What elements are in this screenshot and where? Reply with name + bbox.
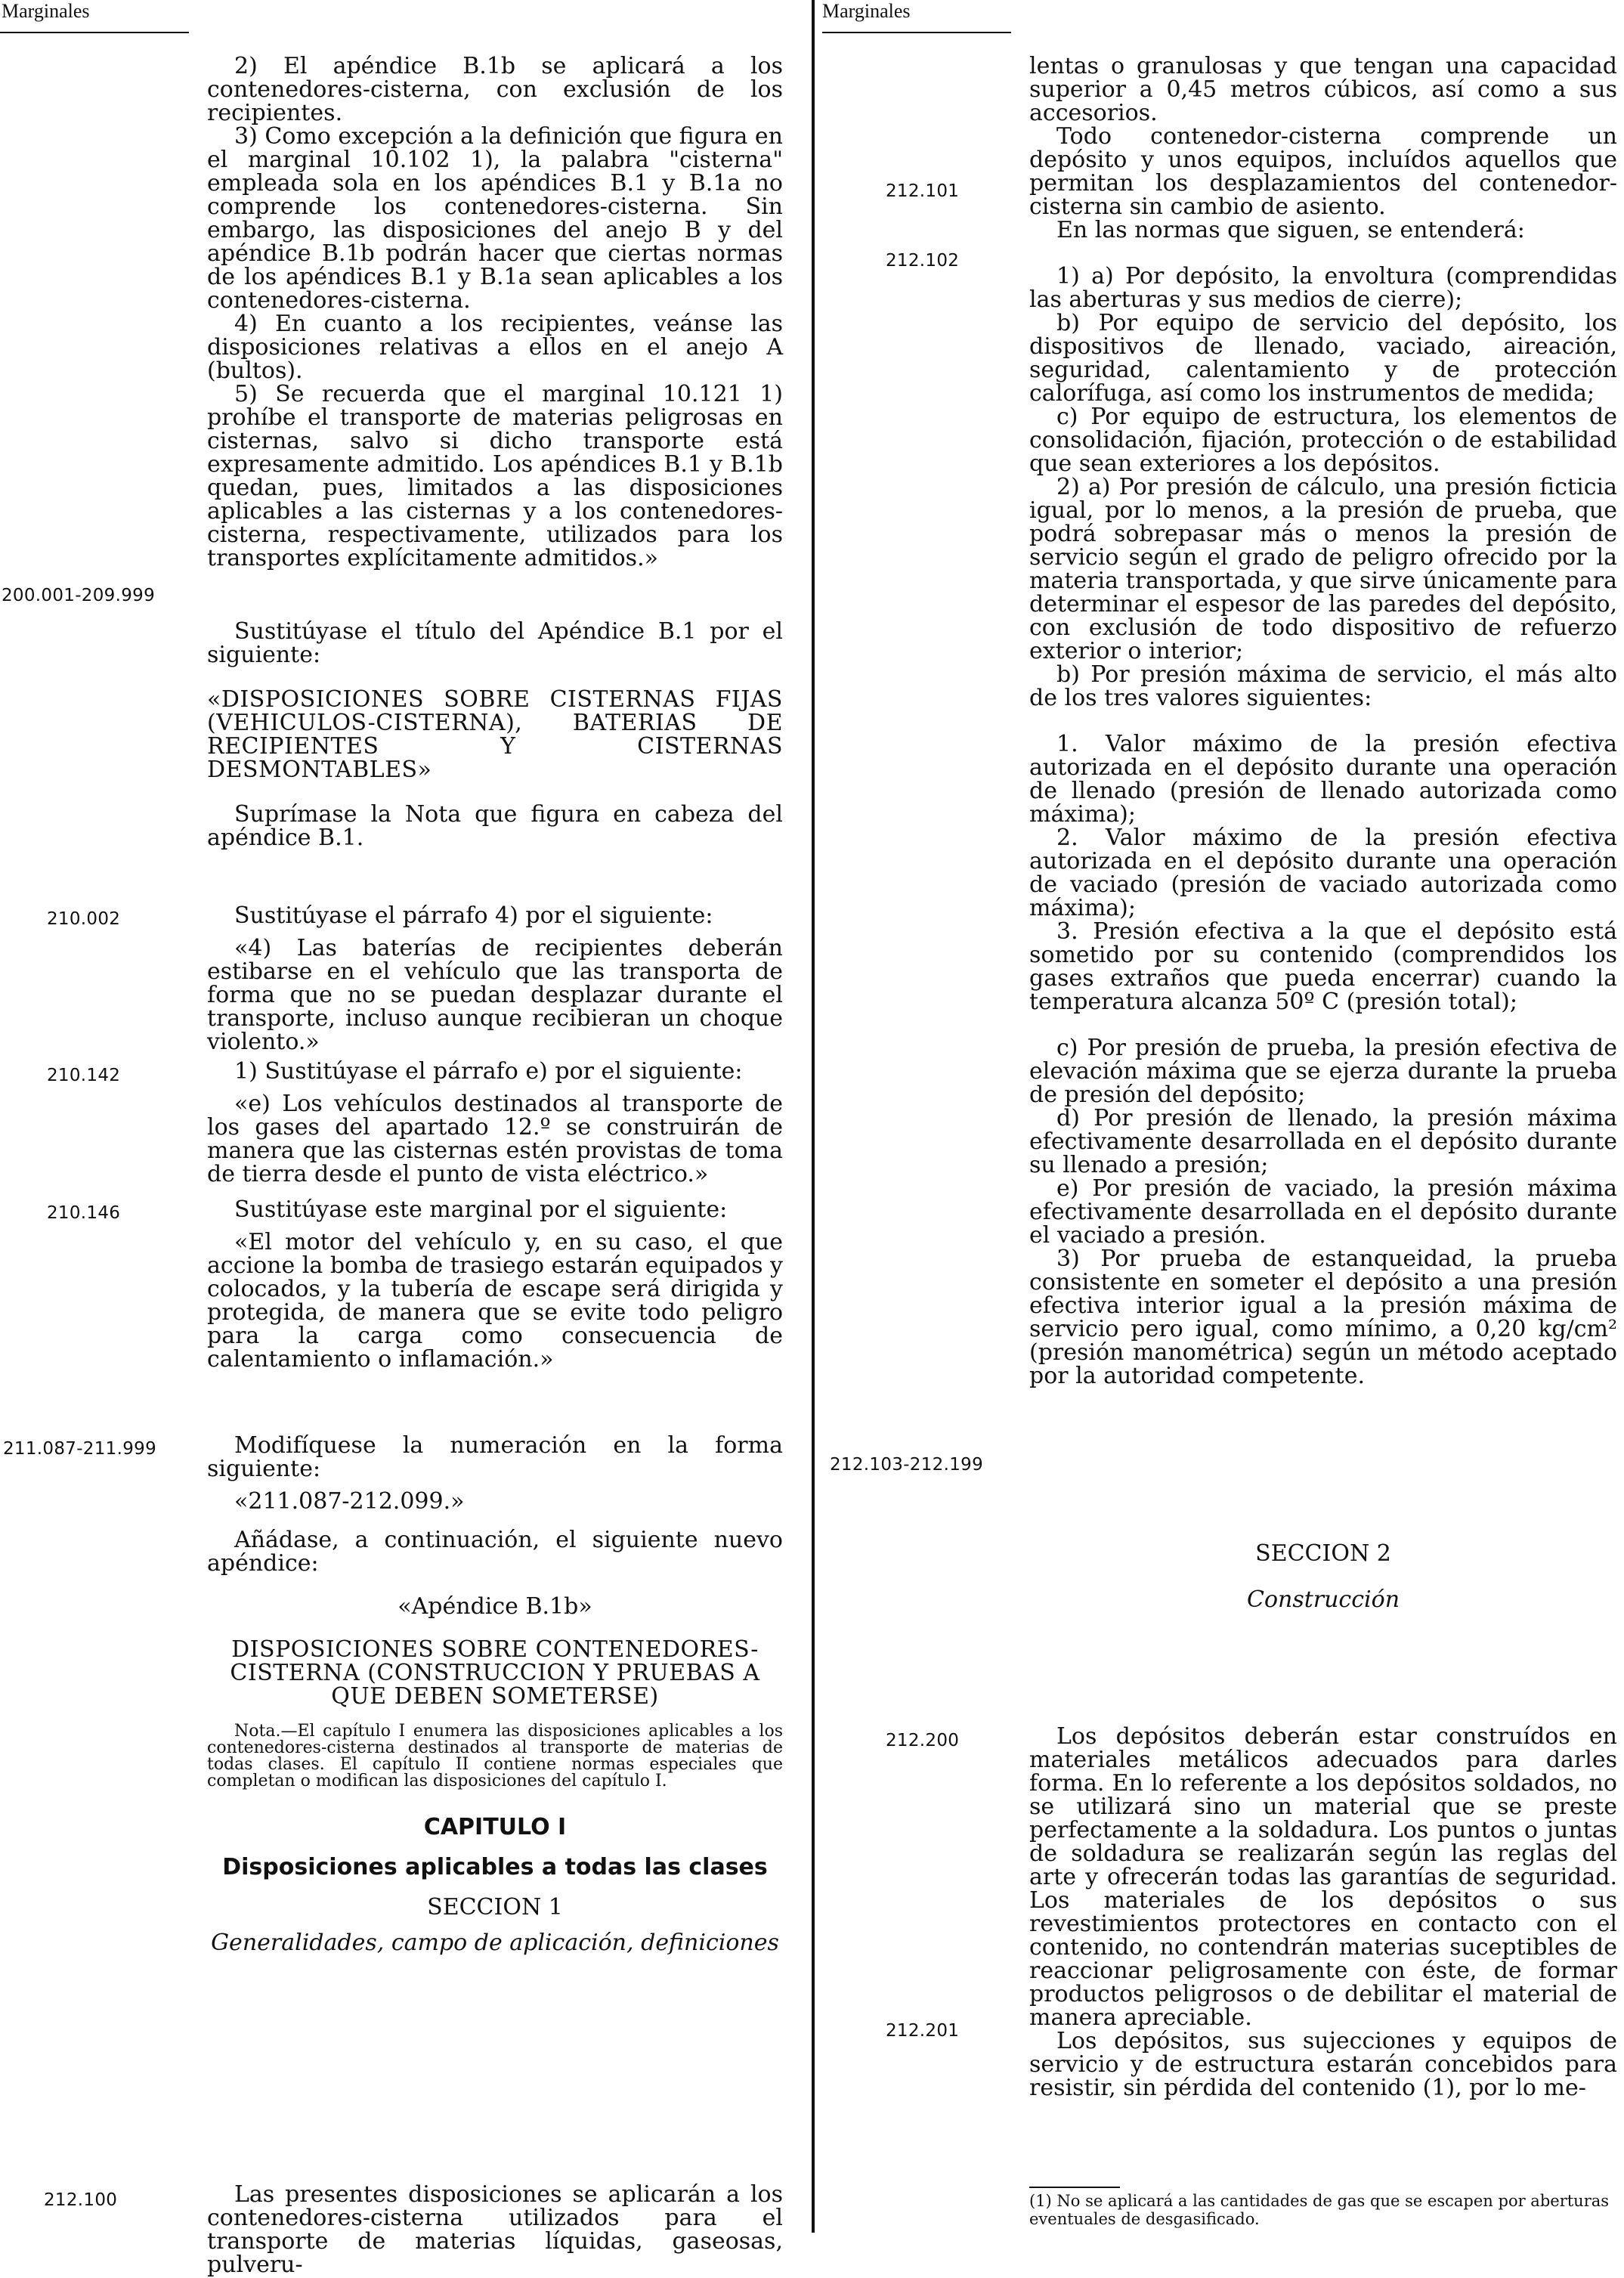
paragraph: 1. Valor máximo de la presión efectiva autorizada en el depósito durante una operación de llenado (presión de llenado autorizada como máxima);: [1029, 731, 1617, 828]
footnote-rule: [1029, 2187, 1120, 2188]
paragraph: Sustitúyase el párrafo 4) por el siguiente:: [234, 902, 713, 929]
chapter-title: CAPITULO I: [423, 1814, 567, 1840]
marginal-210-146-text: [207, 1198, 783, 1371]
paragraph: Las presentes disposiciones se aplicarán a los contenedores-cisterna utilizados para el transporte de materias líquidas, gaseosas, pulveru-: [207, 2181, 783, 2278]
paragraph: 5) Se recuerda que el marginal 10.121 1) prohíbe el transporte de materias peligrosas en cisternas, salvo si dicho transporte está expresamente admitido. Los apéndices B.1 y B.1b quedan, pues, limitados a las disposiciones aplicables a las cisternas y a los contenedores-cisterna, respectivamente, utilizados para los transportes explícitamente admitidos.»: [207, 381, 783, 571]
marginal-number: 212.200: [886, 1731, 960, 1750]
left-column-top: [207, 54, 783, 570]
note: Nota.—El capítulo I enumera las disposiciones aplicables a los contenedores-cisterna destinados al transporte de materias de todas clases. El capítulo II contiene normas especiales que completan o modifican las disposiciones del capítulo I.: [207, 1722, 783, 1791]
paragraph: Los depósitos, sus sujecciones y equipos de servicio y de estructura estarán concebidos para resistir, sin pérdida del contenido (1), por lo me-: [1029, 2028, 1617, 2101]
appendix-title: «Apéndice B.1b»: [397, 1593, 592, 1620]
paragraph: Sustitúyase el título del Apéndice B.1 por el siguiente:: [207, 618, 783, 668]
marginal-number: 212.103-212.199: [830, 1455, 984, 1475]
section-subtitle: Generalidades, campo de aplicación, definiciones: [211, 1930, 779, 1956]
paragraph: lentas o granulosas y que tengan una capacidad superior a 0,45 metros cúbicos, así como a sus accesorios.: [1029, 53, 1617, 126]
left-column-amendments: [207, 620, 783, 850]
paragraph: 3. Presión efectiva a la que el depósito está sometido por su contenido (comprendidos los gases extraños que pueda encerrar) cuando la temperatura alcanza 50º C (presión total);: [1029, 918, 1617, 1015]
paragraph: Suprímase la Nota que figura en cabeza del apéndice B.1.: [207, 801, 783, 851]
paragraph: 3) Por prueba de estanqueidad, la prueba consistente en someter el depósito a una presión efectiva interior igual a la presión máxima de servicio pero igual, como mínimo, a 0,20 kg/cm² (presión manométrica) según un método aceptado por la autoridad competente.: [1029, 1246, 1617, 1389]
paragraph: c) Por presión de prueba, la presión efectiva de elevación máxima que se ejerza durante la prueba de presión del depósito;: [1029, 1035, 1617, 1108]
paragraph: c) Por equipo de estructura, los elementos de consolidación, fijación, protección o de estabilidad que sean exteriores a los depósitos.: [1029, 404, 1617, 477]
paragraph: Añádase, a continuación, el siguiente nuevo apéndice:: [207, 1527, 783, 1577]
paragraph: Sustitúyase este marginal por el siguiente:: [234, 1196, 728, 1223]
marginal-210-142-text: [207, 1060, 783, 1186]
marginal-number: 212.101: [886, 181, 960, 201]
footnote: (1) No se aplicará a las cantidades de gas que se escapen por aberturas eventuales de desgasificado.: [1029, 2192, 1610, 2228]
paragraph: 1) a) Por depósito, la envoltura (comprendidas las aberturas y sus medios de cierre);: [1029, 263, 1617, 313]
left-header: Marginales: [2, 0, 90, 22]
section-title: SECCION 2: [1255, 1540, 1391, 1567]
right-header-rule: [822, 32, 1011, 33]
right-header: Marginales: [822, 0, 911, 22]
paragraph: 4) En cuanto a los recipientes, veánse las disposiciones relativas a ellos en el anejo A (bultos).: [207, 311, 783, 384]
paragraph: «211.087-212.099.»: [234, 1488, 465, 1515]
marginal-number: 212.201: [886, 2021, 960, 2041]
left-header-rule: [0, 32, 189, 33]
section-2-heading: [1029, 1542, 1617, 1611]
marginal-number: 210.142: [47, 1066, 121, 1085]
paragraph: 3) Como excepción a la definición que figura en el marginal 10.102 1), la palabra "cisterna" empleada sola en los apéndices B.1 y B.1a no comprende los contenedores-cisterna. Sin embargo, las disposiciones del anejo B y del apéndice B.1b podrán hacer que ciertas normas de los apéndices B.1 y B.1a sean aplicables a los contenedores-cisterna.: [207, 123, 783, 314]
paragraph: Modifíquese la numeración en la forma siguiente:: [207, 1432, 783, 1482]
marginal-number: 210.002: [47, 909, 121, 929]
paragraph: 2) El apéndice B.1b se aplicará a los contenedores-cisterna, con exclusión de los recipientes.: [207, 53, 783, 126]
marginal-number: 210.146: [47, 1203, 121, 1223]
paragraph: «e) Los vehículos destinados al transporte de los gases del apartado 12.º se construirán de manera que las cisternas estén provistas de toma de tierra desde el punto de vista eléctrico.»: [207, 1091, 783, 1187]
marginal-212-200-text: [1029, 1725, 1617, 2100]
paragraph: 1) Sustitúyase el párrafo e) por el siguiente:: [234, 1058, 743, 1085]
paragraph: b) Por presión máxima de servicio, el más alto de los tres valores siguientes:: [1029, 661, 1617, 711]
appendix-heading: DISPOSICIONES SOBRE CONTENEDORES-CISTERNA (CONSTRUCCION Y PRUEBAS A QUE DEBEN SOMETERSE): [230, 1636, 760, 1710]
right-column-top: [1029, 54, 1617, 1388]
marginal-number: 200.001-209.999: [2, 586, 156, 605]
marginal-212-100-text: [207, 2183, 783, 2276]
chapter-subtitle: Disposiciones aplicables a todas las clases: [222, 1854, 768, 1880]
paragraph: 2) a) Por presión de cálculo, una presión ficticia igual, por lo menos, a la presión de prueba, que podrá sobrepasar más o menos la presión de servicio según el grado de peligro ofrecido por la materia transportada, y que sirve únicamente para determinar el espesor de las paredes del depósito, con exclusión de todo dispositivo de refuerzo exterior o interior;: [1029, 474, 1617, 664]
marginal-number: 212.100: [44, 2190, 118, 2210]
paragraph: Todo contenedor-cisterna comprende un depósito y unos equipos, incluídos aquellos que permitan los desplazamientos del contenedor-cisterna sin cambio de asiento.: [1029, 123, 1617, 220]
marginal-211-087-text: [207, 1434, 783, 1955]
paragraph: En las normas que siguen, se entenderá:: [1056, 217, 1525, 243]
paragraph: Los depósitos deberán estar construídos en materiales metálicos adecuados para darles forma. En lo referente a los depósitos soldados, no se utilizará sino un material que se preste perfectamente a la soldadura. Los puntos o juntas de soldadura se realizarán según las reglas del arte y ofrecerán todas las garantías de seguridad. Los materiales de los depósitos o sus revestimientos protectores en contacto con el contenido, no contendrán materias suceptibles de reaccionar peligrosamente con éste, de formar productos peligrosos o de debilitar el material de manera apreciable.: [1029, 1723, 1617, 2031]
paragraph: e) Por presión de vaciado, la presión máxima efectivamente desarrollada en el depósito durante el vaciado a presión.: [1029, 1175, 1617, 1249]
paragraph: «El motor del vehículo y, en su caso, el que accione la bomba de trasiego estarán equipados y colocados, y la tubería de escape será dirigida y protegida, de manera que se evite todo peligro para la carga como consecuencia de calentamiento o inflamación.»: [207, 1229, 783, 1373]
paragraph: d) Por presión de llenado, la presión máxima efectivamente desarrollada en el depósito durante su llenado a presión;: [1029, 1105, 1617, 1178]
marginal-210-002-text: [207, 904, 783, 1054]
marginal-number: 211.087-211.999: [3, 1439, 157, 1459]
marginal-number: 212.102: [886, 251, 960, 271]
section-title: SECCION 1: [427, 1894, 563, 1921]
section-subtitle: Construcción: [1246, 1586, 1400, 1613]
paragraph: «DISPOSICIONES SOBRE CISTERNAS FIJAS (VEHICULOS-CISTERNA), BATERIAS DE RECIPIENTES Y CISTERNAS DESMONTABLES»: [207, 686, 783, 783]
paragraph: 2. Valor máximo de la presión efectiva autorizada en el depósito durante una operación de vaciado (presión de vaciado autorizada como máxima);: [1029, 825, 1617, 921]
paragraph: b) Por equipo de servicio del depósito, los dispositivos de llenado, vaciado, aireación, seguridad, calentamiento y de protección calorífuga, así como los instrumentos de medida;: [1029, 310, 1617, 407]
paragraph: «4) Las baterías de recipientes deberán estibarse en el vehículo que las transporta de forma que no se puedan desplazar durante el transporte, incluso aunque recibieran un choque violento.»: [207, 935, 783, 1055]
column-divider: [812, 0, 815, 2233]
